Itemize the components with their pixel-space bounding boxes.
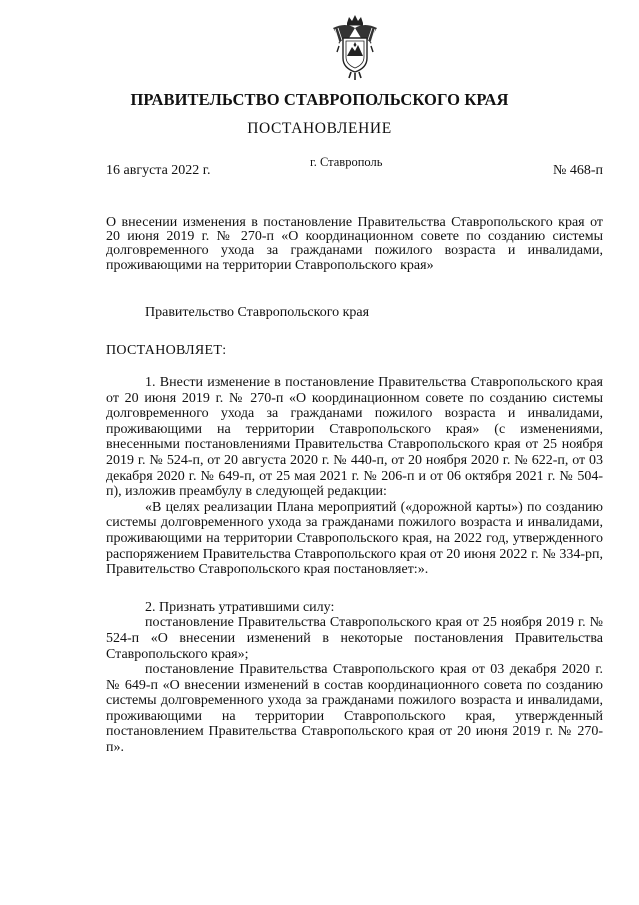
stavropol-coat-of-arms-icon — [329, 14, 381, 82]
document-body — [106, 375, 603, 756]
resolves-heading: ПОСТАНОВЛЯЕТ: — [106, 343, 227, 358]
preamble: Правительство Ставропольского края — [145, 305, 370, 320]
paragraph-2-item-1: постановление Правительства Ставропольского края от 25 ноября 2019 г. № 524-п «О внесении изменений в некоторые постановления Правительства Ставропольского края»; — [106, 615, 603, 662]
document-city: г. Ставрополь — [310, 155, 383, 169]
document-type: ПОСТАНОВЛЕНИЕ — [247, 120, 392, 137]
document-number: № 468-п — [552, 163, 603, 178]
paragraph-1-quote: «В целях реализации Плана мероприятий («дорожной карты») по созданию системы долговременного ухода за гражданами пожилого возраста и инвалидами, проживающими на территории Ставропольского края, на 2022 год, утвержденного распоряжением Правительства Ставропольского края от 20 июня 2022 г. № 334-рп, Правительство Ставропольского края постановляет:». — [106, 499, 603, 578]
paragraph-2-item-2: постановление Правительства Ставропольского края от 03 декабря 2020 г. № 649-п «О внесении изменений в состав координационного совета по созданию системы долговременного ухода за гражданами пожилого возраста и инвалидами, проживающими на территории Ставропольского края, утвержденный постановлением Правительства Ставропольского края от 20 июня 2019 г. № 270-п». — [106, 662, 603, 756]
paragraph-1: 1. Внести изменение в постановление Правительства Ставропольского края от 20 июня 2019 г. № 270-п «О координационном совете по созданию системы долговременного ухода за гражданами пожилого возраста и инвалидами, проживающими на территории Ставропольского края» (с изменениями, внесенными постановлениями Правительства Ставропольского края от 25 ноября 2019 г. № 524-п, от 20 августа 2020 г. № 440-п, от 20 ноября 2020 г. № 622-п, от 03 декабря 2020 г. № 649-п, от 25 мая 2021 г. № 206-п и от 06 октября 2021 г. № 504-п), изложив преамбулу в следующей редакции: — [106, 375, 603, 500]
document-subject: О внесении изменения в постановление Правительства Ставропольского края от 20 июня 2019 г. № 270-п «О координационном совете по созданию системы долговременного ухода за гражданами пожилого возраста и инвалидами, проживающими на территории Ставропольского края» — [106, 215, 603, 273]
document-date: 16 августа 2022 г. — [106, 163, 211, 178]
government-title: ПРАВИТЕЛЬСТВО СТАВРОПОЛЬСКОГО КРАЯ — [130, 90, 509, 109]
paragraph-2: 2. Признать утратившими силу: — [145, 599, 335, 615]
